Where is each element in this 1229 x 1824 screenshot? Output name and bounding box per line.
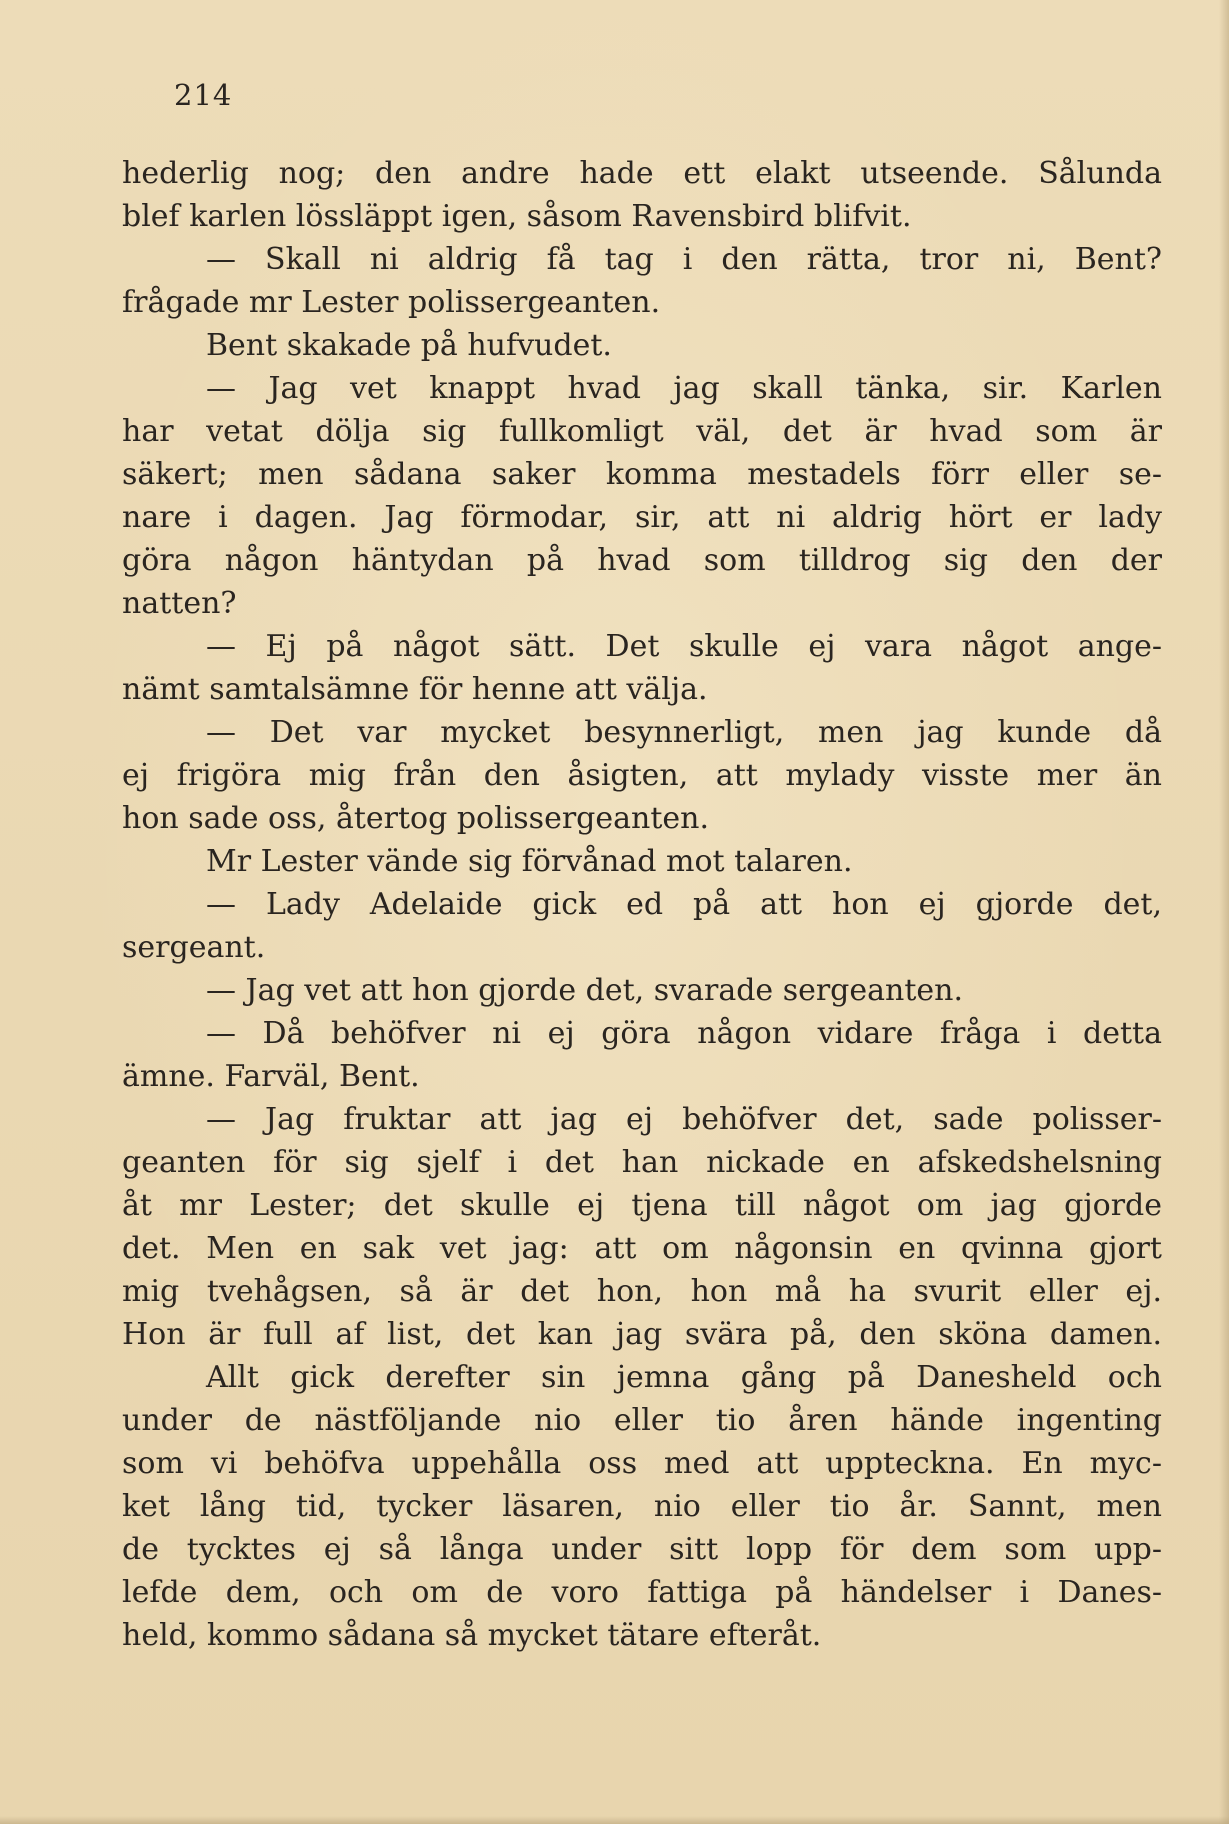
text-line: hederlig nog; den andre hade ett elakt utseende. Sålunda: [122, 156, 1162, 191]
text-line: sergeant.: [122, 930, 266, 965]
text-line: lefde dem, och om de voro fattiga på händelser i Danes-: [122, 1575, 1162, 1610]
text-line: blef karlen lössläppt igen, såsom Ravensbird blifvit.: [122, 199, 912, 234]
text-line: ket lång tid, tycker läsaren, nio eller tio år. Sannt, men: [122, 1489, 1162, 1524]
text-line: geanten för sig sjelf i det han nickade en afskedshelsning: [122, 1145, 1162, 1180]
text-line: Allt gick derefter sin jemna gång på Danesheld och: [206, 1360, 1162, 1395]
page-edge-bottom: [0, 1816, 1229, 1824]
text-line: frågade mr Lester polissergeanten.: [122, 285, 661, 320]
text-line: held, kommo sådana så mycket tätare efteråt.: [122, 1618, 822, 1653]
text-line: de tycktes ej så långa under sitt lopp för dem som upp-: [122, 1532, 1162, 1567]
text-line: ej frigöra mig från den åsigten, att mylady visste mer än: [122, 758, 1162, 793]
text-line: Hon är full af list, det kan jag svära på, den sköna damen.: [122, 1317, 1162, 1352]
text-line: nämt samtalsämne för henne att välja.: [122, 672, 708, 707]
text-line: mig tvehågsen, så är det hon, hon må ha svurit eller ej.: [122, 1274, 1162, 1309]
text-line: har vetat dölja sig fullkomligt väl, det är hvad som är: [122, 414, 1162, 449]
text-line: — Jag vet knappt hvad jag skall tänka, sir. Karlen: [206, 371, 1162, 406]
text-line: Mr Lester vände sig förvånad mot talaren.: [206, 844, 853, 879]
text-line: — Skall ni aldrig få tag i den rätta, tror ni, Bent?: [206, 242, 1162, 277]
text-line: det. Men en sak vet jag: att om någonsin en qvinna gjort: [122, 1231, 1162, 1266]
text-line: Bent skakade på hufvudet.: [206, 328, 612, 363]
text-line: — Jag fruktar att jag ej behöfver det, sade polisser-: [206, 1102, 1162, 1137]
text-line: hon sade oss, återtog polissergeanten.: [122, 801, 710, 836]
text-line: — Det var mycket besynnerligt, men jag kunde då: [206, 715, 1162, 750]
page-edge-right: [1219, 0, 1229, 1824]
text-line: natten?: [122, 586, 237, 621]
text-line: som vi behöfva uppehålla oss med att uppteckna. En myc-: [122, 1446, 1162, 1481]
text-line: — Lady Adelaide gick ed på att hon ej gjorde det,: [206, 887, 1162, 922]
text-line: göra någon häntydan på hvad som tilldrog sig den der: [122, 543, 1162, 578]
text-line: åt mr Lester; det skulle ej tjena till något om jag gjorde: [122, 1188, 1162, 1223]
body-text: [122, 152, 1162, 1657]
page-number: 214: [174, 78, 233, 112]
text-line: — Ej på något sätt. Det skulle ej vara något ange-: [206, 629, 1162, 664]
text-line: säkert; men sådana saker komma mestadels förr eller se-: [122, 457, 1162, 492]
text-line: — Då behöfver ni ej göra någon vidare fråga i detta: [206, 1016, 1162, 1051]
text-line: nare i dagen. Jag förmodar, sir, att ni aldrig hört er lady: [122, 500, 1162, 535]
text-line: ämne. Farväl, Bent.: [122, 1059, 420, 1094]
text-line: — Jag vet att hon gjorde det, svarade sergeanten.: [206, 973, 964, 1008]
text-line: under de nästföljande nio eller tio åren hände ingenting: [122, 1403, 1162, 1438]
